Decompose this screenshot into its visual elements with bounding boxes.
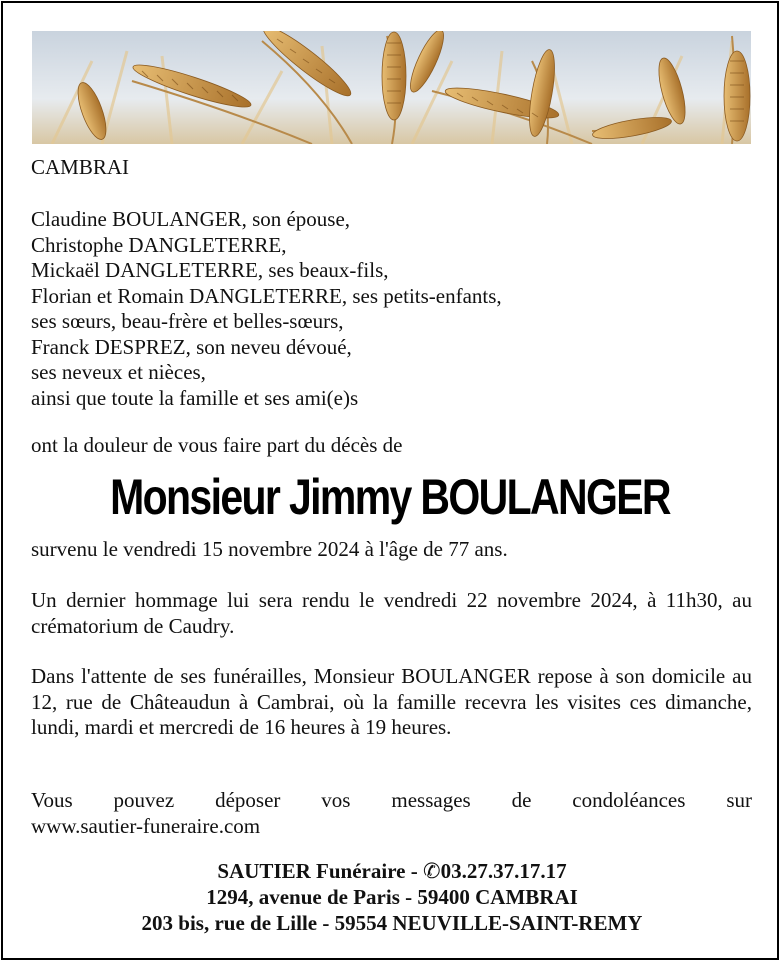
family-list (31, 207, 752, 411)
repose-paragraph: Dans l'attente de ses funérailles, Monsieur BOULANGER repose à son domicile au 12, rue de Châteaudun à Cambrai, où la famille recevra les visites ces dimanche, lundi, mardi et mercredi de 16 heures à 19 heures. (31, 664, 752, 739)
town-name: CAMBRAI (31, 155, 130, 179)
company-name: SAUTIER Funéraire - (217, 859, 418, 883)
wheat-banner-image (32, 31, 751, 144)
address-line-1: 1294, avenue de Paris - 59400 CAMBRAI (206, 885, 578, 909)
tribute-paragraph: Un dernier hommage lui sera rendu le vendredi 22 novembre 2024, à 11h30, au crématorium de Caudry. (31, 588, 752, 638)
phone-number[interactable]: 03.27.37.17.17 (440, 859, 567, 883)
family-line: Franck DESPREZ, son neveu dévoué, (31, 334, 352, 359)
address-line-2: 203 bis, rue de Lille - 59554 NEUVILLE-SAINT-REMY (141, 911, 643, 935)
condolences-block (31, 788, 752, 839)
death-info: survenu le vendredi 15 novembre 2024 à l'âge de 77 ans. (31, 537, 508, 561)
phone-icon: ✆ (422, 859, 441, 883)
family-line: Florian et Romain DANGLETERRE, ses petits-enfants, (31, 283, 502, 308)
condolences-url-link[interactable]: www.sautier-funeraire.com (31, 813, 261, 838)
family-line: Mickaël DANGLETERRE, ses beaux-fils, (31, 258, 389, 282)
wheat-field-illustration (32, 31, 751, 144)
family-line: ses neveux et nièces, (31, 360, 206, 384)
family-line: Christophe DANGLETERRE, (31, 232, 287, 257)
family-line: Claudine BOULANGER, son épouse, (31, 207, 351, 231)
condolences-text: Vous pouvez déposer vos messages de condoléances sur (31, 788, 752, 812)
family-line: ainsi que toute la famille et ses ami(e)s (31, 385, 359, 410)
funeral-home-line (0, 858, 784, 884)
announcement-line: ont la douleur de vous faire part du décès de (31, 433, 403, 457)
family-line: ses sœurs, beau-frère et belles-sœurs, (31, 309, 344, 333)
deceased-name-heading: Monsieur Jimmy BOULANGER (110, 469, 670, 525)
